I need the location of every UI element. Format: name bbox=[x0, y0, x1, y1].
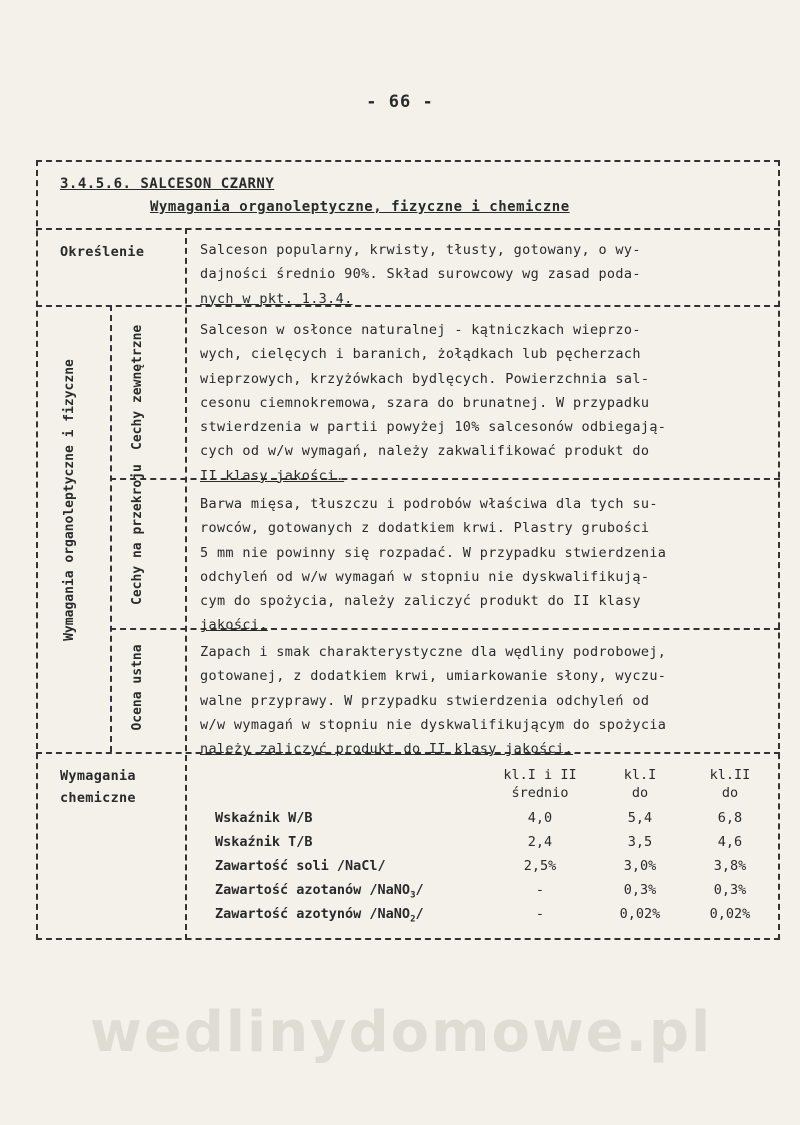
chem-header-class1-line2: do bbox=[631, 785, 649, 801]
external-features-text bbox=[200, 318, 775, 488]
chem-row-subscript: 2 bbox=[410, 914, 416, 925]
section-subtitle: Wymagania organoleptyczne, fizyczne i chemiczne bbox=[150, 199, 570, 215]
label-column-divider bbox=[185, 228, 187, 940]
organoleptic-group-label: Wymagania organoleptyczne i fizyczne bbox=[62, 359, 77, 641]
chem-value-class1: 5,4 bbox=[627, 810, 653, 826]
taste-line: Zapach i smak charakterystyczne dla wędliny podrobowej, bbox=[200, 644, 667, 660]
cross-section-text bbox=[200, 492, 775, 638]
external-features-label bbox=[130, 324, 145, 450]
chem-row-label: Wskaźnik W/B bbox=[215, 810, 313, 826]
definition-label: Określenie bbox=[60, 244, 145, 260]
cross-section-line: rowców, gotowanych z dodatkiem krwi. Plastry grubości bbox=[200, 520, 650, 537]
table-top-line bbox=[36, 228, 780, 230]
external-line: cych od w/w wymagań, należy zakwalifikować produkt do bbox=[200, 443, 650, 460]
chem-value-class1: 3,0% bbox=[623, 858, 657, 874]
external-line: wych, cielęcych i baranich, żołądkach lub pęcherzach bbox=[200, 346, 641, 363]
taste-line: w/w wymagań w stopniu nie dyskwalifikującym do spożycia bbox=[200, 716, 667, 733]
definition-line: Salceson popularny, krwisty, tłusty, gotowany, o wy- bbox=[200, 242, 641, 258]
chemical-label-line1: Wymagania bbox=[60, 768, 136, 784]
chem-header-avg bbox=[490, 766, 590, 802]
chem-value-class2: 3,8% bbox=[713, 858, 747, 874]
watermark: wedlinydomowe.pl bbox=[90, 1000, 713, 1065]
taste-line: gotowanej, z dodatkiem krwi, umiarkowanie słony, wyczu- bbox=[200, 668, 667, 685]
cross-section-line: Barwa mięsa, tłuszczu i podrobów właściwa dla tych su- bbox=[200, 496, 658, 512]
external-line: cesonu ciemnokremowa, szara do brunatnej. W przypadku bbox=[200, 394, 650, 411]
chem-value-avg: 2,4 bbox=[527, 834, 553, 850]
external-line: II klasy jakości. bbox=[200, 467, 345, 484]
definition-text bbox=[200, 238, 775, 311]
chem-header-avg-line1: kl.I i II bbox=[503, 767, 577, 783]
chem-row-suffix: / bbox=[415, 906, 424, 922]
chem-header-class2-line2: do bbox=[721, 785, 739, 801]
definition-line: dajności średnio 90%. Skład surowcowy wg zasad poda- bbox=[200, 266, 641, 283]
chem-value-class1: 0,02% bbox=[619, 906, 661, 922]
taste-assessment-label bbox=[130, 640, 145, 735]
chem-header-class1 bbox=[600, 766, 680, 802]
chem-header-class1-line1: kl.I bbox=[623, 767, 657, 783]
chem-row-suffix: / bbox=[415, 882, 424, 898]
external-line: stwierdzenia w partii powyżej 10% salcesonów odbiegają- bbox=[200, 419, 667, 436]
cross-section-line: odchyleń od w/w wymagań w stopniu nie dyskwalifikują- bbox=[200, 568, 650, 585]
chem-header-avg-line2: średnio bbox=[511, 785, 569, 801]
chem-value-avg: - bbox=[535, 906, 545, 922]
chem-row-label bbox=[215, 882, 424, 901]
chem-value-class1: 0,3% bbox=[623, 882, 657, 898]
taste-line: należy zaliczyć produkt do II klasy jakości. bbox=[200, 741, 574, 758]
external-features-label-text: Cechy zewnętrzne bbox=[130, 324, 145, 450]
definition-line: nych w pkt. 1.3.4. bbox=[200, 290, 353, 307]
chem-row-label: Wskaźnik T/B bbox=[215, 834, 313, 850]
group-column-divider bbox=[110, 305, 112, 752]
chem-header-class2-line1: kl.II bbox=[709, 767, 751, 783]
chem-value-avg: 2,5% bbox=[523, 858, 557, 874]
chem-value-class2: 6,8 bbox=[717, 810, 743, 826]
taste-assessment-label-text: Ocena ustna bbox=[130, 644, 145, 731]
taste-assessment-text bbox=[200, 640, 775, 761]
page-number: - 66 - bbox=[366, 92, 434, 112]
chemical-label-line2: chemiczne bbox=[60, 790, 136, 806]
chem-row-name: Zawartość azotynów /NaNO bbox=[215, 906, 411, 922]
chem-row-name: Zawartość azotanów /NaNO bbox=[215, 882, 411, 898]
chem-row-label bbox=[215, 906, 424, 925]
cross-section-label bbox=[130, 464, 145, 605]
external-line: Salceson w osłonce naturalnej - kątniczkach wieprzo- bbox=[200, 322, 641, 338]
external-line: wieprzowych, krzyżówkach bydlęcych. Powierzchnia sal- bbox=[200, 370, 650, 387]
chem-value-class2: 0,3% bbox=[713, 882, 747, 898]
chem-value-class2: 4,6 bbox=[717, 834, 743, 850]
taste-line: walne przyprawy. W przypadku stwierdzenia odchyleń od bbox=[200, 692, 650, 709]
cross-section-line: cym do spożycia, należy zaliczyć produkt do II klasy bbox=[200, 593, 641, 610]
cross-section-line: 5 mm nie powinny się rozpadać. W przypadku stwierdzenia bbox=[200, 544, 667, 561]
cross-section-line: jakości. bbox=[200, 617, 268, 634]
cross-section-label-text: Cechy na przekroju bbox=[130, 464, 145, 605]
chem-value-class1: 3,5 bbox=[627, 834, 653, 850]
chem-header-class2 bbox=[690, 766, 770, 802]
section-title: 3.4.5.6. SALCESON CZARNY bbox=[60, 176, 275, 192]
chem-value-avg: 4,0 bbox=[527, 810, 553, 826]
chem-row-subscript: 3 bbox=[410, 890, 416, 901]
chem-row-label: Zawartość soli /NaCl/ bbox=[215, 858, 386, 874]
chem-value-class2: 0,02% bbox=[709, 906, 751, 922]
chem-value-avg: - bbox=[535, 882, 545, 898]
